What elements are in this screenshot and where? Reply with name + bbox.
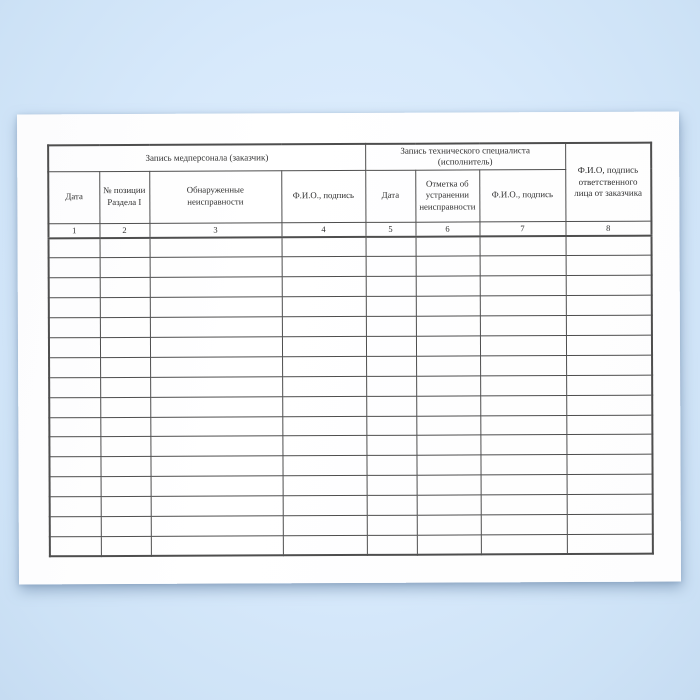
empty-cell (49, 278, 100, 298)
empty-cell (566, 295, 652, 315)
empty-cell (480, 296, 566, 316)
empty-cell (416, 256, 480, 276)
sub-header-row (48, 169, 651, 224)
empty-cell (150, 416, 282, 436)
table-row (49, 435, 652, 458)
empty-cell (49, 298, 100, 318)
empty-cell (151, 476, 283, 496)
empty-cell (480, 276, 566, 296)
empty-cell (366, 316, 416, 336)
table-row (49, 315, 652, 338)
table-row (49, 295, 652, 318)
empty-cell (150, 436, 282, 456)
empty-cell (566, 355, 652, 375)
empty-cell (566, 395, 652, 415)
empty-cell (366, 237, 416, 257)
empty-cell (150, 297, 282, 317)
empty-cell (49, 318, 100, 338)
empty-cell (49, 258, 100, 278)
sub-header-name-signature-contractor: Ф.И.О., подпись (479, 169, 565, 221)
empty-cell (151, 536, 283, 556)
corner-header-responsible-person: Ф.И.О, подпись ответственного лица от заказчика (565, 143, 651, 221)
empty-cell (283, 515, 367, 535)
empty-cell (416, 356, 480, 376)
empty-cell (480, 435, 566, 455)
empty-cell (283, 535, 367, 555)
empty-cell (366, 276, 416, 296)
empty-cell (100, 337, 150, 357)
table-row (49, 395, 652, 418)
empty-cell (480, 355, 566, 375)
sub-header-name-signature-customer: Ф.И.О., подпись (281, 170, 365, 222)
empty-cell (150, 396, 282, 416)
column-number: 2 (99, 223, 149, 238)
empty-cell (283, 496, 367, 516)
empty-cell (480, 316, 566, 336)
empty-cell (566, 435, 652, 455)
empty-cell (416, 415, 480, 435)
empty-cell (417, 535, 481, 555)
empty-cell (101, 477, 151, 497)
empty-cell (150, 277, 282, 297)
empty-cell (567, 494, 653, 514)
empty-cell (50, 536, 101, 556)
empty-cell (566, 275, 652, 295)
empty-cell (50, 517, 101, 537)
empty-cell (151, 516, 283, 536)
empty-cell (150, 357, 282, 377)
empty-cell (282, 277, 366, 297)
empty-cell (100, 317, 150, 337)
empty-cell (150, 257, 282, 277)
empty-cell (151, 496, 283, 516)
empty-cell (100, 377, 150, 397)
empty-cell (417, 475, 481, 495)
empty-cell (101, 496, 151, 516)
empty-cell (566, 335, 652, 355)
group-header-row (48, 143, 651, 172)
empty-cell (282, 456, 366, 476)
empty-cell (367, 535, 417, 555)
table-row (49, 454, 652, 477)
group-header-customer: Запись медперсонала (заказчик) (48, 144, 365, 171)
empty-cell (49, 377, 100, 397)
table-row (49, 335, 652, 358)
empty-cell (100, 298, 150, 318)
sub-header-date-customer: Дата (48, 171, 99, 223)
empty-cell (366, 456, 416, 476)
empty-cell (150, 377, 282, 397)
empty-cell (366, 416, 416, 436)
empty-cell (566, 415, 652, 435)
empty-cell (100, 457, 150, 477)
empty-cell (100, 437, 150, 457)
table-row (49, 236, 652, 259)
empty-cell (566, 236, 652, 256)
empty-cell (480, 236, 566, 256)
sub-header-position-number: № позиции Раздела I (99, 171, 149, 223)
empty-cell (481, 495, 567, 515)
empty-cell (282, 356, 366, 376)
empty-cell (282, 257, 366, 277)
empty-cell (566, 315, 652, 335)
table-row (50, 474, 653, 497)
empty-cell (416, 236, 480, 256)
empty-cell (416, 296, 480, 316)
empty-cell (49, 357, 100, 377)
empty-cell (367, 515, 417, 535)
empty-cell (100, 238, 150, 258)
empty-cell (100, 258, 150, 278)
empty-cell (416, 376, 480, 396)
empty-cell (480, 375, 566, 395)
empty-cell (416, 435, 480, 455)
empty-cell (100, 278, 150, 298)
empty-cell (49, 238, 100, 258)
column-number: 4 (281, 222, 365, 237)
empty-cell (480, 395, 566, 415)
empty-cell (480, 256, 566, 276)
table-row (49, 375, 652, 398)
table-body (48, 221, 652, 557)
table-row (49, 355, 652, 378)
empty-cell (566, 454, 652, 474)
empty-cell (282, 376, 366, 396)
column-number: 6 (415, 221, 479, 236)
table-row (50, 494, 653, 517)
empty-cell (150, 337, 282, 357)
empty-cell (282, 436, 366, 456)
column-number: 8 (565, 221, 651, 236)
empty-cell (416, 336, 480, 356)
empty-cell (282, 396, 366, 416)
sub-header-detected-faults: Обнаруженные неисправности (149, 170, 281, 223)
sub-header-date-contractor: Дата (365, 170, 415, 222)
empty-cell (481, 515, 567, 535)
group-header-contractor: Запись технического специалиста (исполнитель) (365, 143, 565, 170)
table-row (50, 534, 653, 557)
table-row (49, 256, 652, 279)
empty-cell (480, 455, 566, 475)
empty-cell (417, 515, 481, 535)
empty-cell (416, 316, 480, 336)
empty-cell (566, 256, 652, 276)
empty-cell (100, 397, 150, 417)
column-number: 7 (479, 221, 565, 236)
empty-cell (416, 276, 480, 296)
empty-cell (50, 497, 101, 517)
empty-cell (366, 356, 416, 376)
empty-cell (150, 317, 282, 337)
empty-cell (366, 257, 416, 277)
table-row (49, 275, 652, 298)
table-row (50, 514, 653, 537)
empty-cell (480, 336, 566, 356)
empty-cell (49, 397, 100, 417)
table-row (49, 415, 652, 438)
empty-cell (49, 437, 100, 457)
empty-cell (566, 375, 652, 395)
empty-cell (101, 536, 151, 556)
sub-header-fault-fix-note: Отметка об устранении неисправности (415, 169, 479, 221)
column-number: 5 (365, 222, 415, 237)
empty-cell (567, 514, 653, 534)
empty-cell (567, 534, 653, 554)
empty-cell (366, 296, 416, 316)
empty-cell (366, 436, 416, 456)
empty-cell (100, 417, 150, 437)
empty-cell (567, 474, 653, 494)
empty-cell (283, 476, 367, 496)
empty-cell (282, 336, 366, 356)
document-page (17, 112, 681, 585)
empty-cell (481, 475, 567, 495)
empty-cell (417, 495, 481, 515)
empty-cell (366, 396, 416, 416)
empty-cell (101, 516, 151, 536)
empty-cell (50, 477, 101, 497)
column-number: 1 (48, 223, 99, 238)
empty-cell (480, 415, 566, 435)
empty-cell (282, 237, 366, 257)
empty-cell (416, 396, 480, 416)
empty-cell (367, 495, 417, 515)
empty-cell (366, 336, 416, 356)
empty-cell (49, 338, 100, 358)
empty-cell (150, 456, 282, 476)
empty-cell (366, 376, 416, 396)
empty-cell (481, 534, 567, 554)
empty-cell (416, 455, 480, 475)
empty-cell (49, 417, 100, 437)
empty-cell (367, 475, 417, 495)
empty-cell (282, 416, 366, 436)
empty-cell (49, 457, 100, 477)
column-number: 3 (149, 222, 281, 238)
maintenance-log-table (47, 142, 654, 558)
empty-cell (282, 297, 366, 317)
empty-cell (100, 357, 150, 377)
empty-cell (150, 237, 282, 257)
empty-cell (282, 316, 366, 336)
